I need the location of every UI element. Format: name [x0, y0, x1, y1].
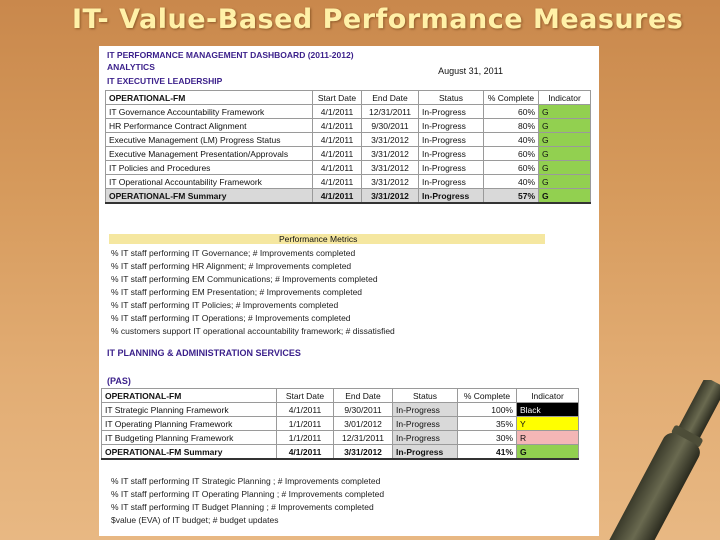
decorative-bottle-icon — [600, 380, 720, 540]
cell-status: In-Progress — [419, 189, 484, 204]
table-header-row — [102, 389, 579, 403]
cell-complete: 60% — [484, 161, 539, 175]
col-header-status: Status — [393, 389, 458, 403]
cell-task: Executive Management Presentation/Approvals — [106, 147, 313, 161]
cell-indicator: G — [539, 147, 591, 161]
report-date: August 31, 2011 — [438, 66, 503, 76]
cell-start: 1/1/2011 — [277, 417, 334, 431]
col-header-start: Start Date — [277, 389, 334, 403]
table-row — [106, 161, 591, 175]
metric-line: % IT staff performing IT Operations; # Improvements completed — [111, 313, 351, 323]
metric-line: $value (EVA) of IT budget; # budget updates — [111, 515, 279, 525]
cell-indicator: Y — [517, 417, 579, 431]
col-header-end: End Date — [334, 389, 393, 403]
cell-indicator: G — [539, 133, 591, 147]
cell-end: 12/31/2011 — [334, 431, 393, 445]
cell-complete: 35% — [458, 417, 517, 431]
metric-line: % IT staff performing IT Policies; # Improvements completed — [111, 300, 339, 310]
cell-start: 4/1/2011 — [313, 175, 362, 189]
cell-complete: 57% — [484, 189, 539, 204]
cell-indicator: G — [539, 119, 591, 133]
cell-indicator: R — [517, 431, 579, 445]
cell-complete: 100% — [458, 403, 517, 417]
table-planning-services — [101, 388, 579, 460]
cell-end: 3/01/2012 — [334, 417, 393, 431]
cell-status: In-Progress — [419, 175, 484, 189]
table-row — [106, 119, 591, 133]
metric-line: % IT staff performing EM Presentation; # Improvements completed — [111, 287, 363, 297]
col-header-operational: OPERATIONAL-FM — [102, 389, 277, 403]
cell-complete: 41% — [458, 445, 517, 460]
cell-task: IT Strategic Planning Framework — [102, 403, 277, 417]
metric-line: % customers support IT operational accountability framework; # dissatisfied — [111, 326, 395, 336]
table-row — [102, 403, 579, 417]
metric-line: % IT staff performing IT Operating Planning ; # Improvements completed — [111, 489, 385, 499]
cell-end: 9/30/2011 — [334, 403, 393, 417]
cell-task: IT Policies and Procedures — [106, 161, 313, 175]
dashboard-title: IT PERFORMANCE MANAGEMENT DASHBOARD (2011-2012) — [107, 50, 354, 60]
cell-task: OPERATIONAL-FM Summary — [102, 445, 277, 460]
col-header-operational: OPERATIONAL-FM — [106, 91, 313, 105]
cell-status: In-Progress — [419, 105, 484, 119]
table-header-row — [106, 91, 591, 105]
cell-status: In-Progress — [393, 431, 458, 445]
cell-complete: 80% — [484, 119, 539, 133]
cell-task: IT Budgeting Planning Framework — [102, 431, 277, 445]
cell-status: In-Progress — [419, 161, 484, 175]
cell-complete: 60% — [484, 147, 539, 161]
section-planning-title: IT PLANNING & ADMINISTRATION SERVICES — [107, 348, 301, 358]
performance-metrics-bar — [109, 234, 545, 244]
cell-start: 4/1/2011 — [313, 147, 362, 161]
cell-status: In-Progress — [419, 147, 484, 161]
cell-status: In-Progress — [419, 119, 484, 133]
table-row — [106, 133, 591, 147]
cell-start: 4/1/2011 — [313, 119, 362, 133]
table-summary-row — [106, 189, 591, 204]
cell-complete: 60% — [484, 105, 539, 119]
section-planning-subtitle: (PAS) — [107, 376, 131, 386]
table-row — [106, 147, 591, 161]
cell-indicator: G — [539, 105, 591, 119]
cell-status: In-Progress — [393, 445, 458, 460]
metric-line: % IT staff performing IT Budget Planning ; # Improvements completed — [111, 502, 374, 512]
table-row — [102, 417, 579, 431]
cell-indicator: G — [517, 445, 579, 460]
cell-complete: 40% — [484, 175, 539, 189]
metric-line: % IT staff performing EM Communications; # Improvements completed — [111, 274, 378, 284]
cell-complete: 30% — [458, 431, 517, 445]
cell-start: 4/1/2011 — [313, 133, 362, 147]
cell-indicator: Black — [517, 403, 579, 417]
cell-start: 4/1/2011 — [277, 403, 334, 417]
cell-indicator: G — [539, 175, 591, 189]
col-header-start: Start Date — [313, 91, 362, 105]
cell-start: 4/1/2011 — [313, 105, 362, 119]
col-header-end: End Date — [362, 91, 419, 105]
cell-status: In-Progress — [419, 133, 484, 147]
table-summary-row — [102, 445, 579, 460]
cell-start: 4/1/2011 — [313, 189, 362, 204]
leadership-label: IT EXECUTIVE LEADERSHIP — [107, 76, 223, 86]
cell-task: OPERATIONAL-FM Summary — [106, 189, 313, 204]
cell-complete: 40% — [484, 133, 539, 147]
cell-end: 3/31/2012 — [362, 133, 419, 147]
table-executive-leadership — [105, 90, 591, 204]
cell-end: 9/30/2011 — [362, 119, 419, 133]
cell-task: HR Performance Contract Alignment — [106, 119, 313, 133]
cell-end: 12/31/2011 — [362, 105, 419, 119]
metric-line: % IT staff performing IT Governance; # Improvements completed — [111, 248, 356, 258]
table-row — [102, 431, 579, 445]
performance-metrics-label: Performance Metrics — [279, 234, 358, 244]
cell-indicator: G — [539, 161, 591, 175]
cell-end: 3/31/2012 — [362, 147, 419, 161]
col-header-status: Status — [419, 91, 484, 105]
table-row — [106, 105, 591, 119]
col-header-complete: % Complete — [458, 389, 517, 403]
cell-start: 1/1/2011 — [277, 431, 334, 445]
metric-line: % IT staff performing IT Strategic Planning ; # Improvements completed — [111, 476, 381, 486]
cell-end: 3/31/2012 — [334, 445, 393, 460]
cell-end: 3/31/2012 — [362, 189, 419, 204]
cell-end: 3/31/2012 — [362, 175, 419, 189]
col-header-complete: % Complete — [484, 91, 539, 105]
cell-task: IT Operational Accountability Framework — [106, 175, 313, 189]
cell-start: 4/1/2011 — [277, 445, 334, 460]
cell-status: In-Progress — [393, 403, 458, 417]
col-header-indicator: Indicator — [517, 389, 579, 403]
cell-task: IT Operating Planning Framework — [102, 417, 277, 431]
cell-task: IT Governance Accountability Framework — [106, 105, 313, 119]
cell-end: 3/31/2012 — [362, 161, 419, 175]
analytics-label: ANALYTICS — [107, 62, 155, 72]
dashboard-sheet — [99, 46, 599, 536]
table-row — [106, 175, 591, 189]
cell-task: Executive Management (LM) Progress Status — [106, 133, 313, 147]
cell-start: 4/1/2011 — [313, 161, 362, 175]
col-header-indicator: Indicator — [539, 91, 591, 105]
slide-title: IT- Value-Based Performance Measures — [72, 4, 684, 35]
metric-line: % IT staff performing HR Alignment; # Improvements completed — [111, 261, 352, 271]
cell-indicator: G — [539, 189, 591, 204]
cell-status: In-Progress — [393, 417, 458, 431]
